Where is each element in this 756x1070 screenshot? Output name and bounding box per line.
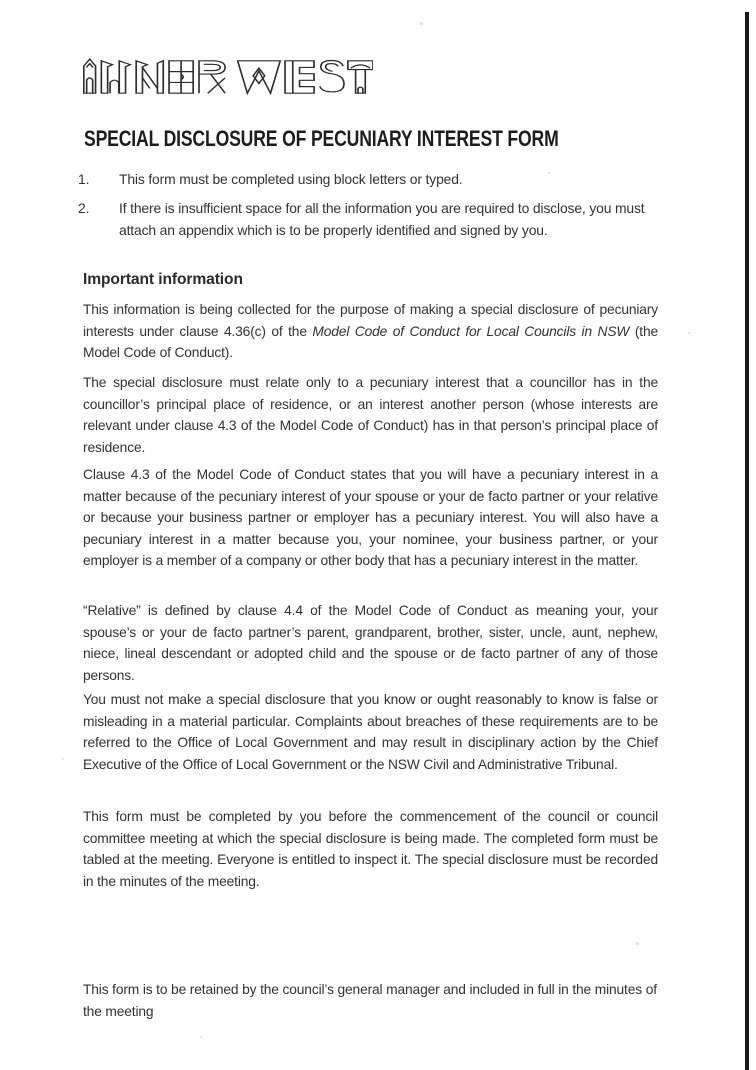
scan-speck <box>62 758 64 760</box>
logo-letterforms-icon <box>83 57 373 96</box>
body-paragraph: This form must be completed by you before the commencement of the council or council committee meeting at which the special disclosure is being made. The completed form must be tabled at the meeting. Everyone is entitled to inspect it. The special disclosure must be recorded in the minutes of the meeting. <box>83 809 658 889</box>
scan-speck <box>636 942 639 945</box>
body-paragraph: You must not make a special disclosure that you know or ought reasonably to know is false or misleading in a material particular. Complaints about breaches of these requirements are to be referred to the Office of Local Government and may result in disciplinary action by the Chief Executive of the Office of Local Government or the NSW Civil and Administrative Tribunal. <box>83 692 658 772</box>
instruction-item <box>78 198 658 241</box>
scan-edge-artifact <box>745 12 749 1070</box>
instruction-number: 2. <box>78 200 90 216</box>
inner-west-logo <box>83 57 373 96</box>
page-title: SPECIAL DISCLOSURE OF PECUNIARY INTEREST FORM <box>84 125 559 151</box>
instruction-number: 1. <box>78 171 90 187</box>
section-heading: Important information <box>83 271 243 288</box>
scan-speck <box>688 332 691 334</box>
instruction-text: If there is insufficient space for all the information you are required to disclose, you must attach an appendix which is to be properly identified and signed by you. <box>119 200 645 238</box>
intro-paragraph <box>83 299 658 364</box>
body-paragraph: The special disclosure must relate only to a pecuniary interest that a councillor has in the councillor’s principal place of residence, or an interest another person (whose interests are relevant under clause 4.3 of the Model Code of Conduct) has in that person’s principal place of residence. <box>83 375 658 455</box>
intro-text-pre: This information is being collected for the purpose of making a special disclosure of pecuniary interests under clause 4.36(c) of the <box>83 302 658 339</box>
intro-citation-italic: Model Code of Conduct for Local Councils in NSW <box>312 323 630 339</box>
scan-speck <box>200 1036 202 1038</box>
body-paragraph: Clause 4.3 of the Model Code of Conduct states that you will have a pecuniary interest in a matter because of the pecuniary interest of your spouse or your de facto partner or your relative or because your business partner or employer has a pecuniary interest. You will also have a pecuniary interest in a matter because you, your nominee, your business partner, or your employer is a member of a company or other body that has a pecuniary interest in the matter. <box>83 467 658 568</box>
body-paragraph: “Relative” is defined by clause 4.4 of the Model Code of Conduct as meaning your, your spouse’s or your de facto partner’s parent, grandparent, brother, sister, uncle, aunt, nephew, niece, lineal descendant or adopted child and the spouse or de facto partner of any of those persons. <box>83 603 658 683</box>
footer-note: This form is to be retained by the council’s general manager and included in full in the minutes of the meeting <box>83 982 657 1019</box>
instruction-text: This form must be completed using block letters or typed. <box>119 171 463 187</box>
intro-text-post: (the Model Code of Conduct). <box>83 323 658 360</box>
scan-speck <box>420 22 423 25</box>
instruction-item <box>78 169 658 191</box>
